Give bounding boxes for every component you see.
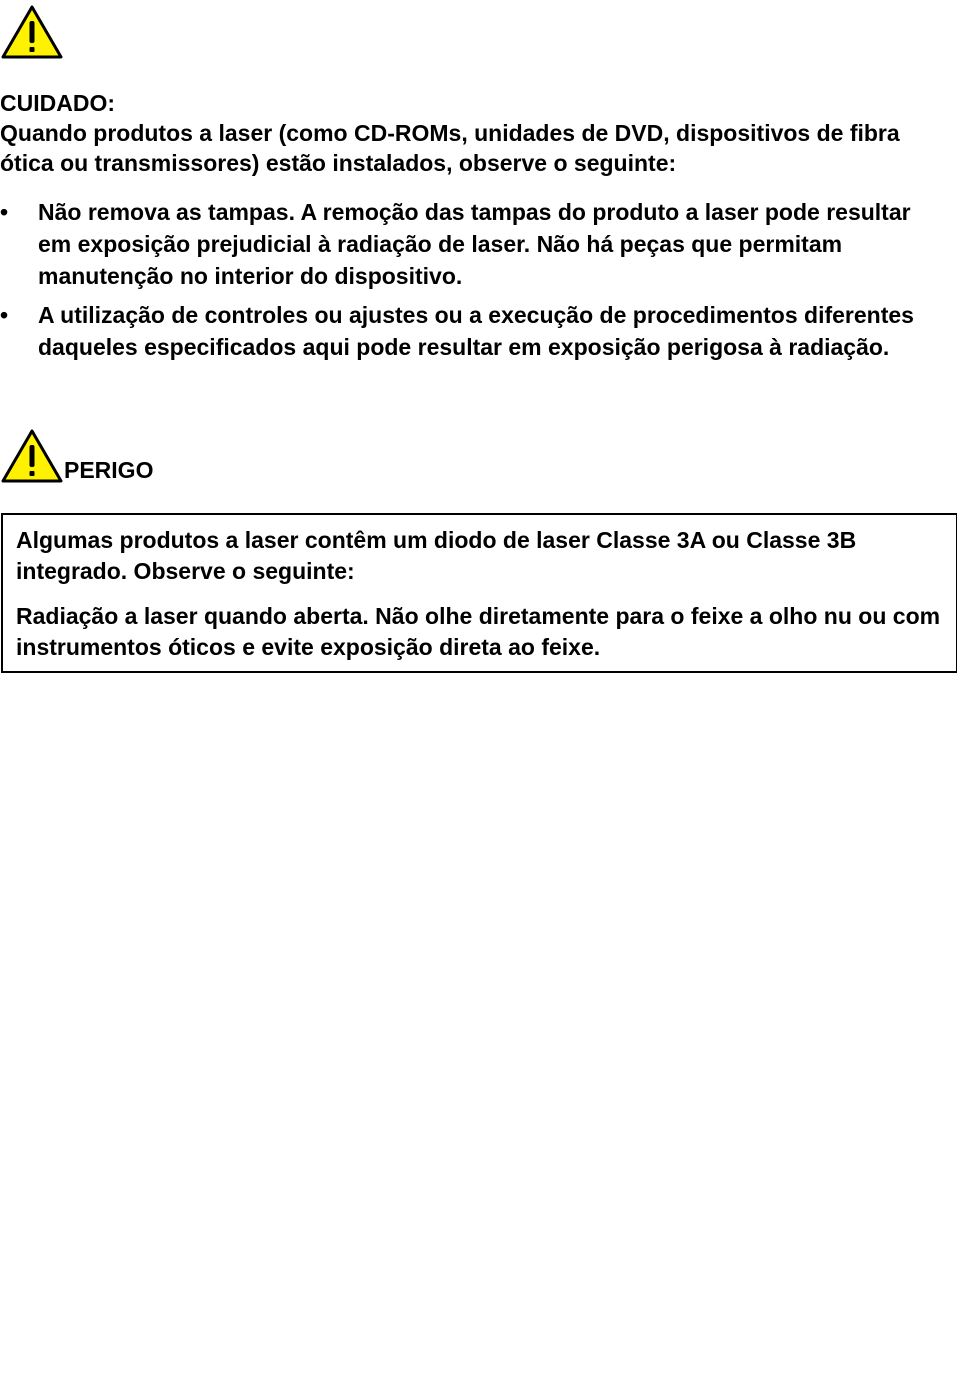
danger-heading-row: [0, 420, 153, 484]
bullet-text: Não remova as tampas. A remoção das tampas do produto a laser pode resultar em exposição prejudicial à radiação de laser. Não há peças que permitam manutenção no interior do dispositivo.: [38, 199, 911, 289]
caution-intro-text: Quando produtos a laser (como CD-ROMs, unidades de DVD, dispositivos de fibra ótica ou transmissores) estão instalados, observe o seguinte:: [0, 120, 900, 176]
caution-heading: CUIDADO:: [0, 90, 115, 116]
bullet-marker: •: [0, 302, 9, 328]
list-item: [0, 196, 950, 292]
danger-heading: PERIGO: [64, 457, 154, 483]
bullet-text: A utilização de controles ou ajustes ou a execução de procedimentos diferentes daqueles especificados aqui pode resultar em exposição perigosa à radiação.: [38, 302, 914, 360]
caution-bullet-list: [0, 196, 950, 370]
bullet-marker: •: [0, 199, 9, 225]
danger-notice-box: [1, 513, 957, 673]
danger-paragraph: Algumas produtos a laser contêm um diodo de laser Classe 3A ou Classe 3B integrado. Observe o seguinte:: [16, 527, 857, 584]
danger-warning-icon: [0, 428, 64, 484]
caution-warning-icon: [0, 4, 64, 60]
list-item: [0, 299, 950, 363]
danger-paragraph: Radiação a laser quando aberta. Não olhe diretamente para o feixe a olho nu ou com instrumentos óticos e evite exposição direta ao feixe.: [16, 603, 941, 660]
